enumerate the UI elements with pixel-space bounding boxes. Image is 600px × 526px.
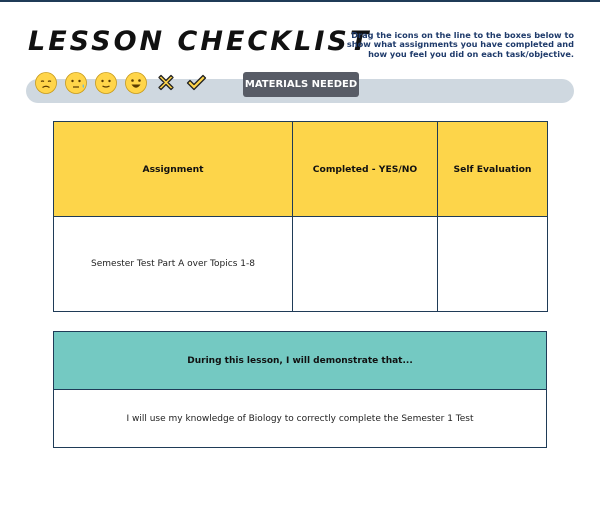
- check-mark-icon[interactable]: [184, 71, 208, 95]
- materials-needed-button[interactable]: MATERIALS NEEDED: [243, 72, 359, 97]
- assignment-column-header: Assignment: [54, 122, 293, 217]
- drag-instructions: Drag the icons on the line to the boxes below to show what assignments you have completed and how you feel you did on each task/objective.: [346, 30, 574, 59]
- page-title: LESSON CHECKLIST: [28, 26, 372, 57]
- neutral-face-icon[interactable]: [94, 71, 118, 95]
- icon-tray: [34, 70, 208, 96]
- table-row: [54, 217, 548, 312]
- top-border: [0, 0, 600, 2]
- happy-face-icon[interactable]: [124, 71, 148, 95]
- self-evaluation-drop-cell[interactable]: [438, 217, 548, 312]
- assignment-cell: Semester Test Part A over Topics 1-8: [54, 217, 293, 312]
- objective-statement: I will use my knowledge of Biology to correctly complete the Semester 1 Test: [54, 390, 547, 448]
- objective-table: [53, 331, 547, 448]
- sad-face-icon[interactable]: [34, 71, 58, 95]
- x-mark-icon[interactable]: [154, 71, 178, 95]
- worried-face-icon[interactable]: [64, 71, 88, 95]
- table-row: [54, 390, 547, 448]
- self-evaluation-column-header: Self Evaluation: [438, 122, 548, 217]
- completed-drop-cell[interactable]: [293, 217, 438, 312]
- completed-column-header: Completed - YES/NO: [293, 122, 438, 217]
- objective-table-header: [54, 332, 547, 390]
- objective-header: During this lesson, I will demonstrate that...: [54, 332, 547, 390]
- assignment-table-header: [54, 122, 548, 217]
- assignment-table: [53, 121, 548, 312]
